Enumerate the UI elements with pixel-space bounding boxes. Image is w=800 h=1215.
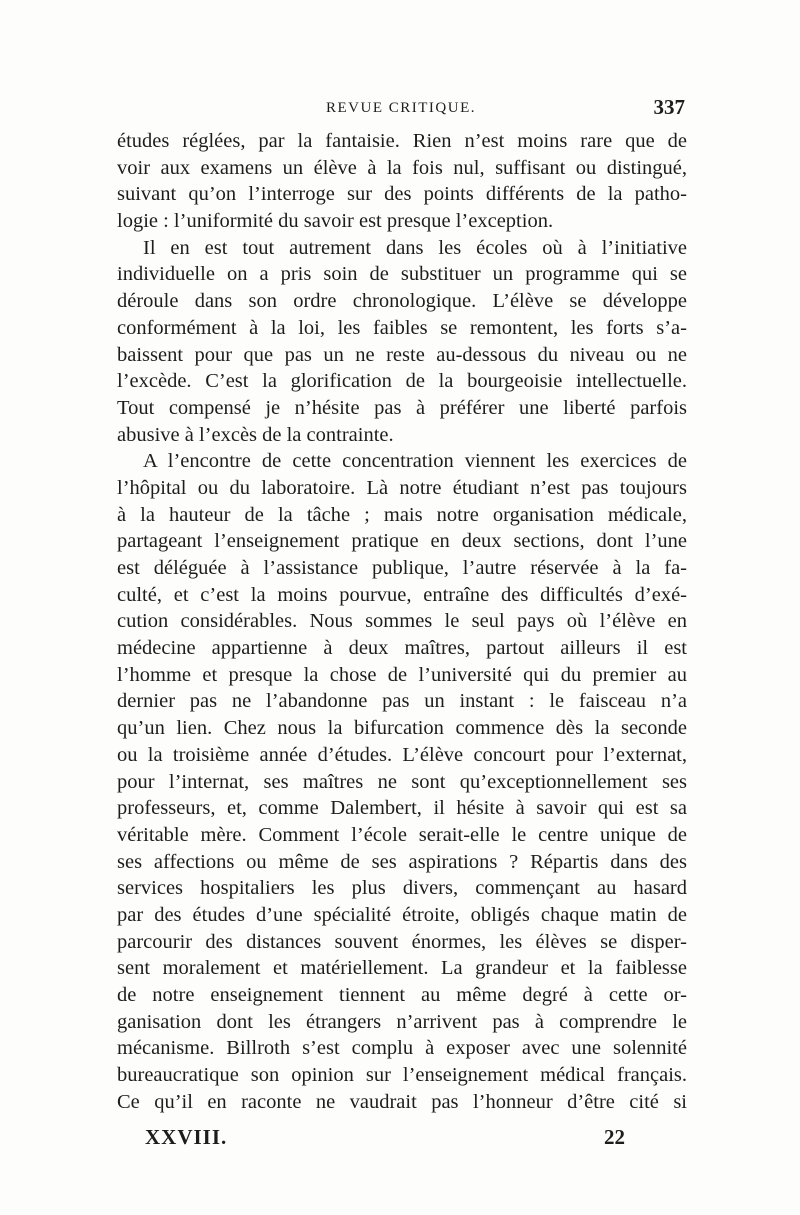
text-line: l’homme et presque la chose de l’université qui du premier au bbox=[117, 663, 687, 686]
sheet-number: 22 bbox=[604, 1125, 625, 1149]
text-line: dernier pas ne l’abandonne pas un instant : le faisceau n’a bbox=[117, 690, 687, 713]
text-line: abusive à l’excès de la contrainte. bbox=[117, 423, 394, 446]
body-text bbox=[117, 128, 687, 1115]
text-line: déroule dans son ordre chronologique. L’élève se développe bbox=[117, 290, 687, 313]
text-line: sent moralement et matériellement. La grandeur et la faiblesse bbox=[117, 957, 687, 980]
text-line: conformément à la loi, les faibles se remontent, les forts s’a- bbox=[117, 316, 687, 339]
text-line: logie : l’uniformité du savoir est presque l’exception. bbox=[117, 210, 554, 233]
text-line: est déléguée à l’assistance publique, l’autre réservée à la fa- bbox=[117, 557, 687, 579]
signature-mark: XXVIII. bbox=[145, 1125, 228, 1149]
text-line: services hospitaliers les plus divers, commençant au hasard bbox=[117, 877, 687, 900]
text-line: culté, et c’est la moins pourvue, entraîne des difficultés d’exé- bbox=[117, 583, 687, 606]
text-line: professeurs, et, comme Dalembert, il hésite à savoir qui est sa bbox=[117, 797, 687, 820]
text-line: études réglées, par la fantaisie. Rien n’est moins rare que de bbox=[117, 130, 687, 152]
text-line: de notre enseignement tiennent au même degré à cette or- bbox=[117, 984, 687, 1006]
text-line: pour l’internat, ses maîtres ne sont qu’exceptionnellement ses bbox=[117, 770, 687, 793]
text-line: A l’encontre de cette concentration viennent les exercices de bbox=[143, 450, 687, 473]
text-line: l’hôpital ou du laboratoire. Là notre étudiant n’est pas toujours bbox=[117, 476, 687, 499]
text-line: médecine appartienne à deux maîtres, partout ailleurs il est bbox=[117, 637, 687, 660]
text-line: baissent pour que pas un ne reste au-dessous du niveau ou ne bbox=[117, 343, 687, 366]
text-line: véritable mère. Comment l’école serait-elle le centre unique de bbox=[117, 823, 687, 846]
text-line: ou la troisième année d’études. L’élève concourt pour l’externat, bbox=[117, 743, 687, 766]
text-line: par des études d’une spécialité étroite, obligés chaque matin de bbox=[117, 903, 687, 926]
text-line: suivant qu’on l’interroge sur des points différents de la patho- bbox=[117, 183, 687, 206]
text-line: ses affections ou même de ses aspirations ? Répartis dans des bbox=[117, 850, 687, 873]
page-number: 337 bbox=[653, 95, 685, 119]
page-header bbox=[117, 92, 685, 122]
text-line: Il en est tout autrement dans les écoles où à l’initiative bbox=[143, 236, 687, 259]
text-line: Tout compensé je n’hésite pas à préférer une liberté parfois bbox=[117, 396, 687, 419]
text-line: qu’un lien. Chez nous la bifurcation commence dès la seconde bbox=[117, 717, 687, 740]
text-line: voir aux examens un élève à la fois nul, suffisant ou distingué, bbox=[117, 156, 687, 179]
text-line: à la hauteur de la tâche ; mais notre organisation médicale, bbox=[117, 503, 687, 526]
page-footer bbox=[117, 1125, 687, 1155]
text-line: Ce qu’il en raconte ne vaudrait pas l’honneur d’être cité si bbox=[117, 1090, 687, 1113]
text-line: bureaucratique son opinion sur l’enseignement médical français. bbox=[117, 1064, 687, 1087]
text-line: l’excède. C’est la glorification de la bourgeoisie intellectuelle. bbox=[117, 370, 687, 393]
text-line: parcourir des distances souvent énormes, les élèves se disper- bbox=[117, 930, 687, 953]
text-line: mécanisme. Billroth s’est complu à exposer avec une solennité bbox=[117, 1037, 687, 1060]
text-line: ganisation dont les étrangers n’arrivent pas à comprendre le bbox=[117, 1010, 687, 1033]
running-head: REVUE CRITIQUE. bbox=[326, 100, 476, 116]
text-line: cution considérables. Nous sommes le seul pays où l’élève en bbox=[117, 610, 687, 633]
text-line: individuelle on a pris soin de substituer un programme qui se bbox=[117, 263, 687, 286]
text-line: partageant l’enseignement pratique en deux sections, dont l’une bbox=[117, 530, 687, 553]
